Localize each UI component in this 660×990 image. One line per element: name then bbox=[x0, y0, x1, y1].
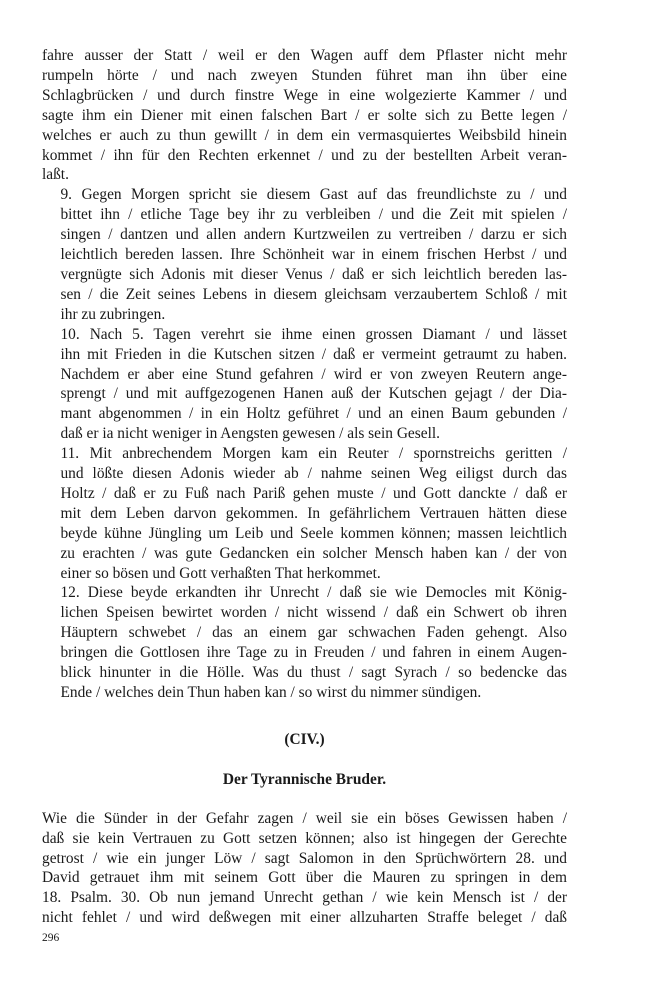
paragraph-10 bbox=[42, 325, 567, 444]
paragraph-12 bbox=[42, 583, 567, 702]
text-line: bittet ihn / etliche Tage bey ihr zu verbleiben / und die Zeit mit spielen / bbox=[60, 206, 567, 224]
text-line: fahre ausser der Statt / weil er den Wagen auff dem Pflaster nicht mehr bbox=[42, 47, 567, 64]
text-line: singen / dantzen und allen andern Kurtzweilen zu vertreiben / darzu er sich bbox=[60, 226, 567, 244]
text-line: einer so bösen und Gott verhaßten That herkommet. bbox=[60, 564, 381, 582]
text-line: welches er auch zu thun gewillt / in dem ein vermasquiertes Weibsbild hinein bbox=[42, 126, 567, 144]
text-line: nicht fehlet / und wird deßwegen mit einer allzuharten Straffe beleget / daß bbox=[42, 909, 567, 927]
text-line: Ende / welches dein Thun haben kan / so wirst du nimmer sündigen. bbox=[60, 684, 482, 701]
section-number: (CIV.) bbox=[284, 730, 325, 748]
page-number: 296 bbox=[42, 932, 60, 944]
text-line: mant abgenommen / in ein Holtz geführet / und an einen Baum gebunden / bbox=[60, 405, 567, 423]
text-line: 18. Psalm. 30. Ob nun jemand Unrecht gethan / wie kein Mensch ist / der bbox=[42, 889, 567, 907]
paragraph-9 bbox=[42, 185, 567, 324]
text-line: zu erachten / was gute Gedancken ein solcher Mensch haben kan / der von bbox=[60, 544, 567, 562]
text-line: rumpeln hörte / und nach zweyen Stunden führet man ihn über eine bbox=[42, 66, 567, 84]
paragraph-intro bbox=[42, 809, 567, 928]
text-line: 12. Diese beyde erkandten ihr Unrecht / daß sie wie Democles mit König- bbox=[60, 584, 567, 602]
text-line: sprengt / und mit auffgezogenen Hanen auß der Kutschen gejagt / der Dia- bbox=[60, 385, 567, 403]
text-line: daß sie kein Vertrauen zu Gott setzen können; also ist hingegen der Gerechte bbox=[42, 829, 567, 847]
section-title: Der Tyrannische Bruder. bbox=[222, 770, 387, 788]
text-line: vergnügte sich Adonis mit dieser Venus / daß er sich leichtlich bereden las- bbox=[60, 265, 567, 283]
text-line: sagte ihm ein Diener mit einen falschen Bart / er solte sich zu Bette legen / bbox=[42, 106, 567, 124]
text-line: Schlagbrücken / und durch finstre Wege in eine wolgezierte Kammer / und bbox=[42, 86, 567, 104]
text-line: mit dem Leben darvon gekommen. In gefährlichem Vertrauen hätten diese bbox=[60, 504, 567, 522]
text-line: leichtlich bereden lassen. Ihre Schönheit war in einem frischen Herbst / und bbox=[60, 246, 567, 264]
text-line: blick hinunter in die Hölle. Was du thust / sagt Syrach / so bedencke das bbox=[60, 664, 567, 682]
text-line: Nachdem er aber eine Stund gefahren / wird er von zweyen Reutern ange- bbox=[60, 365, 567, 383]
text-line: Holtz / daß er zu Fuß nach Pariß gehen muste / und Gott danckte / daß er bbox=[60, 484, 567, 502]
text-line: kommet / ihn für den Rechten erkennet / und zu der bestellten Arbeit veran- bbox=[42, 146, 567, 164]
text-line: getrost / wie ein junger Löw / sagt Salomon in den Sprüchwörtern 28. und bbox=[42, 849, 567, 867]
text-line: und lößte diesen Adonis wieder ab / nahme seinen Weg eiligst durch das bbox=[60, 465, 567, 483]
text-line: lichen Speisen bewirtet worden / nicht wissend / daß ein Schwert ob ihren bbox=[60, 604, 567, 622]
text-line: ihr zu zubringen. bbox=[60, 305, 166, 323]
text-line: bringen die Gottlosen ihre Tage zu in Freuden / und fahren in einem Augen- bbox=[60, 644, 567, 662]
text-line: Häuptern schwebet / das an einem gar schwachen Faden gehengt. Also bbox=[60, 624, 567, 642]
text-line: David getrauet ihm mit seinem Gott über die Mauren zu springen in dem bbox=[42, 869, 567, 887]
text-line: 11. Mit anbrechendem Morgen kam ein Reuter / spornstreichs geritten / bbox=[60, 445, 567, 463]
paragraph-11 bbox=[42, 444, 567, 583]
text-line: daß er ia nicht weniger in Aengsten gewesen / als sein Gesell. bbox=[60, 425, 440, 443]
text-line: ihn mit Frieden in die Kutschen sitzen / daß er vermeint getraumt zu haben. bbox=[60, 345, 567, 363]
paragraph-continuation bbox=[42, 46, 567, 185]
text-line: Wie die Sünder in der Gefahr zagen / weil sie ein böses Gewissen haben / bbox=[42, 809, 567, 827]
text-line: sen / die Zeit seines Lebens in diesem gleichsam verzaubertem Schloß / mit bbox=[60, 285, 567, 303]
text-line: 10. Nach 5. Tagen verehrt sie ihme einen grossen Diamant / und lässet bbox=[60, 325, 567, 343]
page-body bbox=[42, 46, 567, 928]
text-line: beyde kühne Jüngling um Leib und Seele kommen können; massen leichtlich bbox=[60, 524, 567, 542]
text-line: 9. Gegen Morgen spricht sie diesem Gast auf das freundlichste zu / und bbox=[60, 186, 567, 204]
text-line: laßt. bbox=[42, 166, 69, 184]
